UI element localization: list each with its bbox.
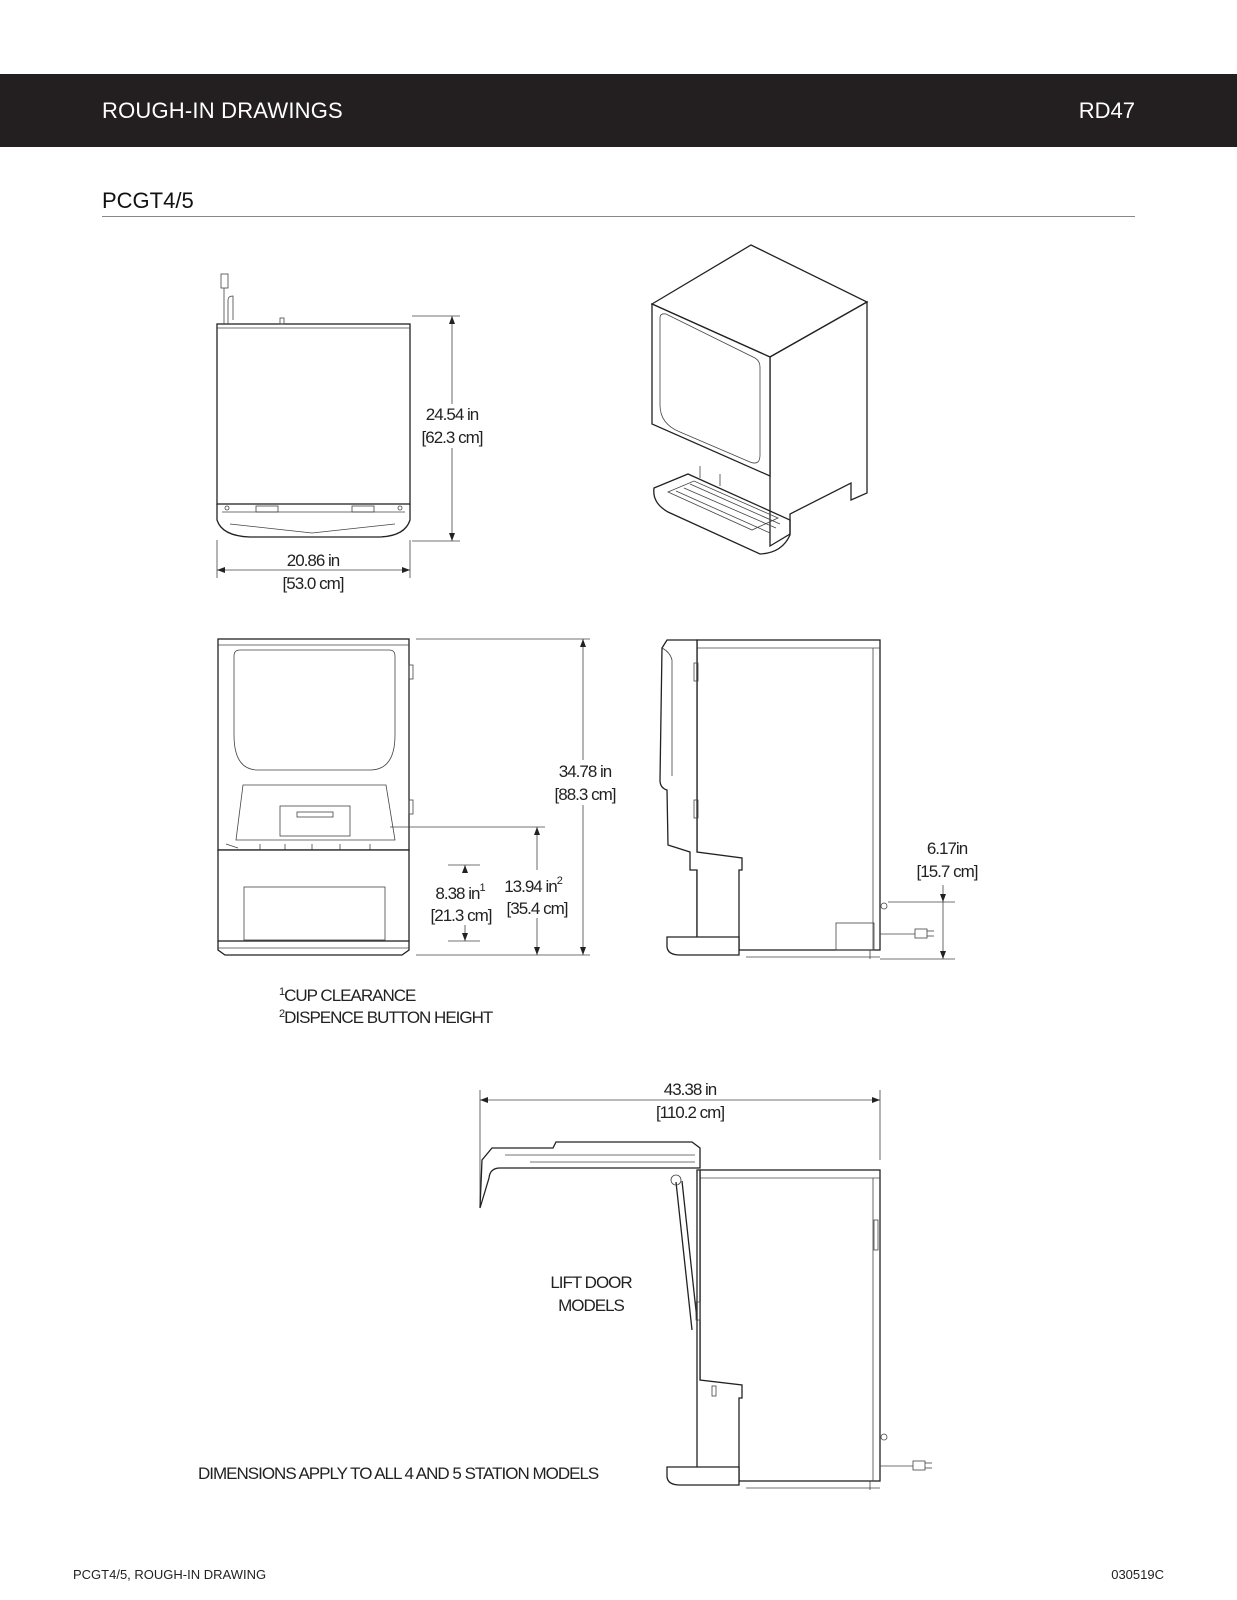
dimensions-note: DIMENSIONS APPLY TO ALL 4 AND 5 STATION MODELS: [198, 1464, 599, 1483]
lift-depth-in: 43.38 in: [663, 1080, 717, 1099]
height-cm: [88.3 cm]: [554, 785, 616, 804]
button-height-sup: 2: [556, 875, 562, 887]
note1-text: CUP CLEARANCE: [284, 986, 416, 1005]
lift-door-label-line2: MODELS: [558, 1296, 624, 1315]
footer-left: PCGT4/5, ROUGH-IN DRAWING: [73, 1567, 267, 1582]
header-title: ROUGH-IN DRAWINGS: [102, 98, 343, 123]
footnotes: [279, 986, 493, 1027]
footer-revision: 030519C: [1111, 1567, 1164, 1582]
front-view: [218, 639, 616, 955]
button-height-cm: [35.4 cm]: [506, 899, 568, 918]
cord-height-in: 6.17in: [926, 839, 968, 858]
svg-text:1CUP CLEARANCE: [279, 986, 416, 1005]
document-code: RD47: [1078, 98, 1135, 123]
cup-clearance-in: 8.38 in: [435, 884, 480, 903]
note2-text: DISPENCE BUTTON HEIGHT: [284, 1008, 493, 1027]
side-view: [660, 640, 978, 959]
button-height-in: 13.94 in: [504, 877, 557, 896]
width-cm: [53.0 cm]: [282, 574, 344, 593]
top-depth-cm: [62.3 cm]: [421, 428, 483, 447]
cord-height-cm: [15.7 cm]: [916, 862, 978, 881]
top-view: [217, 274, 483, 593]
lift-door-label-line1: LIFT DOOR: [550, 1273, 632, 1292]
model-title: PCGT4/5: [102, 188, 194, 213]
width-in: 20.86 in: [286, 551, 340, 570]
height-in: 34.78 in: [558, 762, 612, 781]
note2-sup: 2: [279, 1008, 285, 1020]
lift-door-view: [480, 1080, 932, 1490]
top-depth-in: 24.54 in: [425, 405, 479, 424]
lift-depth-cm: [110.2 cm]: [655, 1103, 725, 1122]
note1-sup: 1: [279, 986, 285, 998]
svg-text:2DISPENCE BUTTON HEIGHT: [279, 1008, 493, 1027]
svg-text:13.94 in2: [504, 875, 563, 896]
cup-clearance-sup: 1: [479, 882, 485, 894]
cup-clearance-cm: [21.3 cm]: [430, 906, 492, 925]
svg-text:8.38 in1: [435, 882, 485, 903]
